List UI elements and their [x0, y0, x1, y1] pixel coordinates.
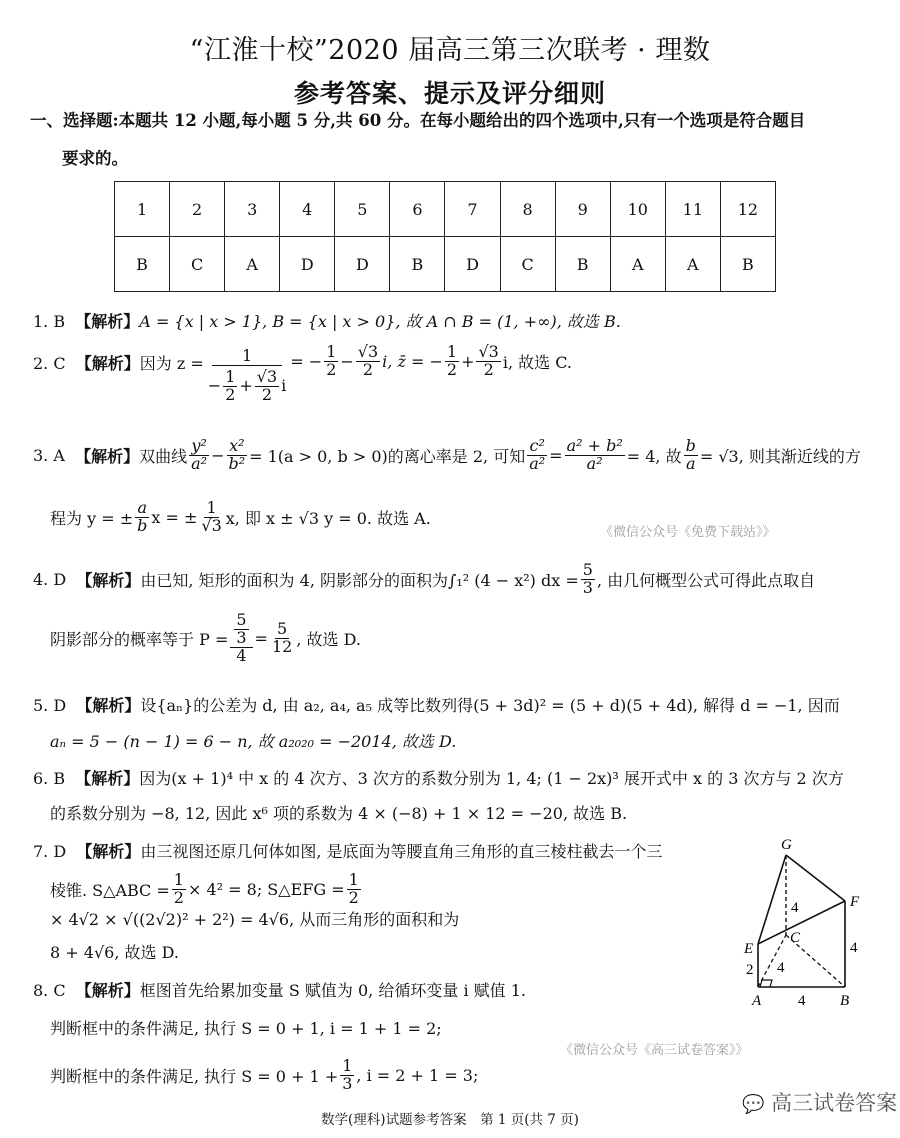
answer-table [114, 181, 776, 292]
numerator: 1 [225, 366, 236, 386]
solution-text: 因为(x + 1)⁴ 中 x 的 4 次方、3 次方的系数分别为 1, 4; (1 − 2x)³ 展开式中 x 的 3 次方与 2 次方 [139, 769, 844, 788]
answer-cell: B [115, 237, 170, 292]
question-number: 2 [170, 182, 225, 237]
answer-label: 1. B [33, 312, 66, 331]
analysis-tag: 【解析】 [76, 842, 141, 861]
numerator: 1 [348, 870, 359, 889]
solution-text: = [549, 445, 563, 465]
solution-text: = − [290, 351, 323, 371]
fraction [445, 344, 459, 379]
logo-text: 高三试卷答案 [771, 1091, 898, 1115]
answer-label: 3. A [33, 445, 65, 465]
edge-label-GC: 4 [791, 900, 799, 916]
answer-label: 4. D [33, 569, 67, 589]
analysis-tag: 【解析】 [75, 981, 140, 1000]
fraction [527, 438, 547, 473]
section-heading-cont: 要求的。 [62, 149, 128, 168]
solution-2 [33, 342, 572, 404]
geometry-figure [740, 830, 900, 1010]
solution-7-cont [50, 872, 740, 930]
compound-fraction [230, 612, 252, 664]
question-number: 11 [665, 182, 720, 237]
denominator: a [685, 453, 696, 473]
answer-label: 8. C [33, 981, 66, 1000]
analysis-tag: 【解析】 [76, 696, 141, 715]
denominator: 3 [582, 577, 593, 597]
solution-text: 程为 y = ± [50, 508, 134, 528]
denominator: 2 [483, 359, 494, 379]
denominator: 3 [236, 627, 247, 647]
point-label-B: B [840, 993, 850, 1009]
denominator: 2 [326, 359, 337, 379]
solution-text: − [211, 445, 225, 465]
point-label-C: C [790, 930, 801, 946]
solution-8 [33, 978, 526, 1001]
denominator: a² [586, 453, 603, 473]
analysis-tag: 【解析】 [75, 354, 140, 373]
solution-text: = 1(a > 0, b > 0)的离心率是 2, 可知 [249, 446, 526, 466]
numerator: 1 [342, 1056, 353, 1075]
section-heading: 一、选择题:本题共 12 小题,每小题 5 分,共 60 分。在每小题给出的四个选项中,只有一个选项是符合题目 [30, 111, 806, 130]
numerator: b [685, 436, 696, 455]
numerator: y² [191, 436, 207, 455]
denominator: 2 [225, 384, 236, 404]
solution-text: 由三视图还原几何体如图, 是底面为等腰直角三角形的直三棱柱截去一个三 [140, 842, 663, 861]
imag-unit: i [281, 375, 287, 395]
solution-text: x = ± [151, 507, 198, 527]
solution-text: i, z̄ = − [382, 351, 443, 371]
solution-text: 因为 z = [139, 354, 204, 373]
solution-text: i, 故选 C. [502, 352, 572, 372]
fraction [356, 344, 380, 379]
denominator: 4 [236, 645, 247, 665]
analysis-tag: 【解析】 [75, 446, 140, 466]
fraction [347, 872, 361, 907]
edge-label-AC: 4 [777, 960, 785, 976]
numerator: a² + b² [566, 436, 623, 455]
document-subtitle: 参考答案、提示及评分细则 [293, 79, 606, 108]
solution-5 [33, 693, 840, 716]
wechat-icon: 💬 [742, 1094, 765, 1115]
solution-6 [33, 766, 844, 789]
edge-label-BF: 4 [850, 940, 858, 956]
minus-sign: − [207, 375, 222, 395]
document-title: “江淮十校”2020 届高三第三次联考 · 理数 [189, 35, 711, 66]
point-label-G: G [781, 837, 792, 853]
solution-7 [33, 839, 663, 862]
solution-text: 棱锥. S△ABC = [50, 880, 170, 900]
denominator: a² [191, 453, 208, 473]
answer-row [115, 237, 776, 292]
solution-text: × 4² = 8; S△EFG = [187, 879, 345, 899]
numerator: 1 [206, 498, 217, 517]
fraction [270, 618, 294, 656]
solution-text: 框图首先给累加变量 S 赋值为 0, 给循环变量 i 赋值 1. [139, 981, 526, 1000]
fraction [565, 438, 625, 473]
point-label-A: A [752, 993, 762, 1009]
denominator: b² [228, 453, 246, 473]
numerator: 5 [582, 560, 593, 579]
fraction [172, 872, 186, 907]
solution-4-cont [50, 612, 361, 664]
question-number: 6 [390, 182, 445, 237]
solution-8-cont [50, 1016, 442, 1039]
numerator: √3 [478, 342, 499, 361]
solution-text: 的系数分别为 −8, 12, 因此 x⁶ 项的系数为 4 × (−8) + 1 × 12 = −20, 故选 B. [50, 804, 628, 823]
answer-cell: A [665, 237, 720, 292]
edge-GE [758, 855, 786, 944]
solution-text: , 由几何概型公式可得此点取自 [596, 570, 816, 590]
denominator: b [137, 515, 148, 535]
fraction [189, 438, 209, 473]
solution-text: 8 + 4√6, 故选 D. [50, 943, 179, 962]
watermark-box [600, 526, 776, 539]
fraction [223, 366, 237, 404]
denominator: 2 [348, 887, 359, 907]
fraction [206, 348, 289, 403]
solution-3 [33, 438, 861, 473]
analysis-tag: 【解析】 [75, 312, 140, 331]
solution-text: 设{aₙ}的公差为 d, 由 a₂, a₄, a₅ 成等比数列得(5 + 3d)² = (5 + d)(5 + 4d), 解得 d = −1, 因而 [140, 696, 840, 715]
edge-EF [758, 901, 845, 944]
answer-cell: B [720, 237, 775, 292]
fraction [135, 500, 149, 535]
fraction [324, 344, 338, 379]
point-label-F: F [850, 894, 860, 910]
edge-GF [786, 855, 845, 901]
analysis-tag: 【解析】 [76, 570, 141, 590]
question-number: 1 [115, 182, 170, 237]
edge-label-AE: 2 [746, 962, 754, 978]
answer-cell: D [335, 237, 390, 292]
watermark: 《微信公众号《高三试卷答案》》 [560, 1043, 749, 1058]
question-number: 5 [335, 182, 390, 237]
fraction [255, 366, 279, 404]
answer-cell: C [500, 237, 555, 292]
solution-text: 判断框中的条件满足, 执行 S = 0 + 1 + [50, 1066, 339, 1086]
answer-label: 7. D [33, 842, 67, 861]
answer-cell: A [610, 237, 665, 292]
solution-text: aₙ = 5 − (n − 1) = 6 − n, 故 a₂₀₂₀ = −2014, 故选 D. [50, 732, 457, 751]
watermark: 《微信公众号《免费下载站》》 [600, 525, 776, 540]
solution-text: , 故选 D. [296, 629, 361, 649]
solution-text: x, 即 x ± √3 y = 0. 故选 A. [225, 508, 431, 528]
answer-label: 5. D [33, 696, 67, 715]
denominator [206, 366, 289, 404]
answer-cell: D [280, 237, 335, 292]
solution-text: , i = 2 + 1 = 3; [356, 1065, 479, 1085]
solution-1 [33, 309, 621, 332]
question-number: 8 [500, 182, 555, 237]
numerator: √3 [357, 342, 379, 361]
numerator: 1 [173, 870, 184, 889]
question-number: 12 [720, 182, 775, 237]
numerator: 5 [236, 610, 247, 629]
numerator: a [137, 498, 148, 517]
question-number-row [115, 182, 776, 237]
denominator: 2 [362, 359, 374, 379]
solution-text: 双曲线 [139, 446, 188, 466]
denominator: 12 [271, 636, 293, 656]
answer-cell: D [445, 237, 500, 292]
plus-sign: + [239, 375, 253, 395]
solution-5-cont [50, 729, 456, 752]
solution-text: A = {x | x > 1}, B = {x | x > 0}, 故 A ∩ B = (1, +∞), 故选 B. [139, 312, 621, 331]
answer-cell: B [390, 237, 445, 292]
fraction [581, 562, 595, 597]
solution-text: 由已知, 矩形的面积为 4, 阴影部分的面积为∫₁² (4 − x²) dx = [140, 570, 579, 590]
numerator [230, 612, 252, 648]
watermark-box [560, 1044, 749, 1057]
solution-4 [33, 562, 815, 597]
question-number: 4 [280, 182, 335, 237]
fraction [340, 1058, 354, 1093]
page-footer: 数学(理科)试题参考答案 第 1 页(共 7 页) [321, 1112, 579, 1128]
solution-text: + [461, 351, 475, 371]
denominator: √3 [201, 515, 222, 535]
right-angle-mark [760, 980, 772, 987]
question-number: 9 [555, 182, 610, 237]
answer-cell: B [555, 237, 610, 292]
solution-2-tail [290, 344, 572, 379]
solution-3-cont [50, 500, 431, 535]
solution-text: 阴影部分的概率等于 P = [50, 629, 229, 649]
denominator: 2 [261, 384, 273, 404]
solution-text: = [254, 628, 268, 648]
solution-8-cont2 [50, 1058, 478, 1093]
answer-cell: C [170, 237, 225, 292]
numerator: x² [229, 436, 245, 455]
fraction [226, 438, 247, 473]
solution-text: = √3, 则其渐近线的方 [699, 446, 861, 466]
answer-label: 2. C [33, 354, 66, 373]
numerator: c² [529, 436, 545, 455]
denominator: 2 [173, 887, 184, 907]
question-number: 3 [225, 182, 280, 237]
solution-text: 判断框中的条件满足, 执行 S = 0 + 1, i = 1 + 1 = 2; [50, 1019, 442, 1038]
fraction [684, 438, 698, 473]
solution-6-cont [50, 801, 627, 824]
numerator: 1 [446, 342, 458, 361]
question-number: 10 [610, 182, 665, 237]
point-label-E: E [744, 941, 754, 957]
solution-text: − [340, 351, 354, 371]
analysis-tag: 【解析】 [75, 769, 140, 788]
numerator: √3 [256, 366, 278, 386]
fraction [234, 612, 248, 647]
numerator: 1 [326, 342, 337, 361]
denominator: 2 [446, 359, 458, 379]
solution-text: × 4√2 × √((2√2)² + 2²) = 4√6, 从而三角形的面积和为 [50, 909, 460, 929]
answer-cell: A [225, 237, 280, 292]
solution-text: = 4, 故 [626, 446, 682, 466]
numerator: 5 [277, 618, 288, 638]
fraction [199, 500, 223, 535]
solution-7-cont2 [50, 940, 179, 963]
denominator: 3 [342, 1073, 353, 1093]
question-number: 7 [445, 182, 500, 237]
denominator: a² [529, 453, 546, 473]
edge-label-AB: 4 [798, 993, 806, 1009]
fraction [476, 344, 500, 379]
answer-label: 6. B [33, 769, 66, 788]
numerator: 1 [212, 348, 282, 366]
